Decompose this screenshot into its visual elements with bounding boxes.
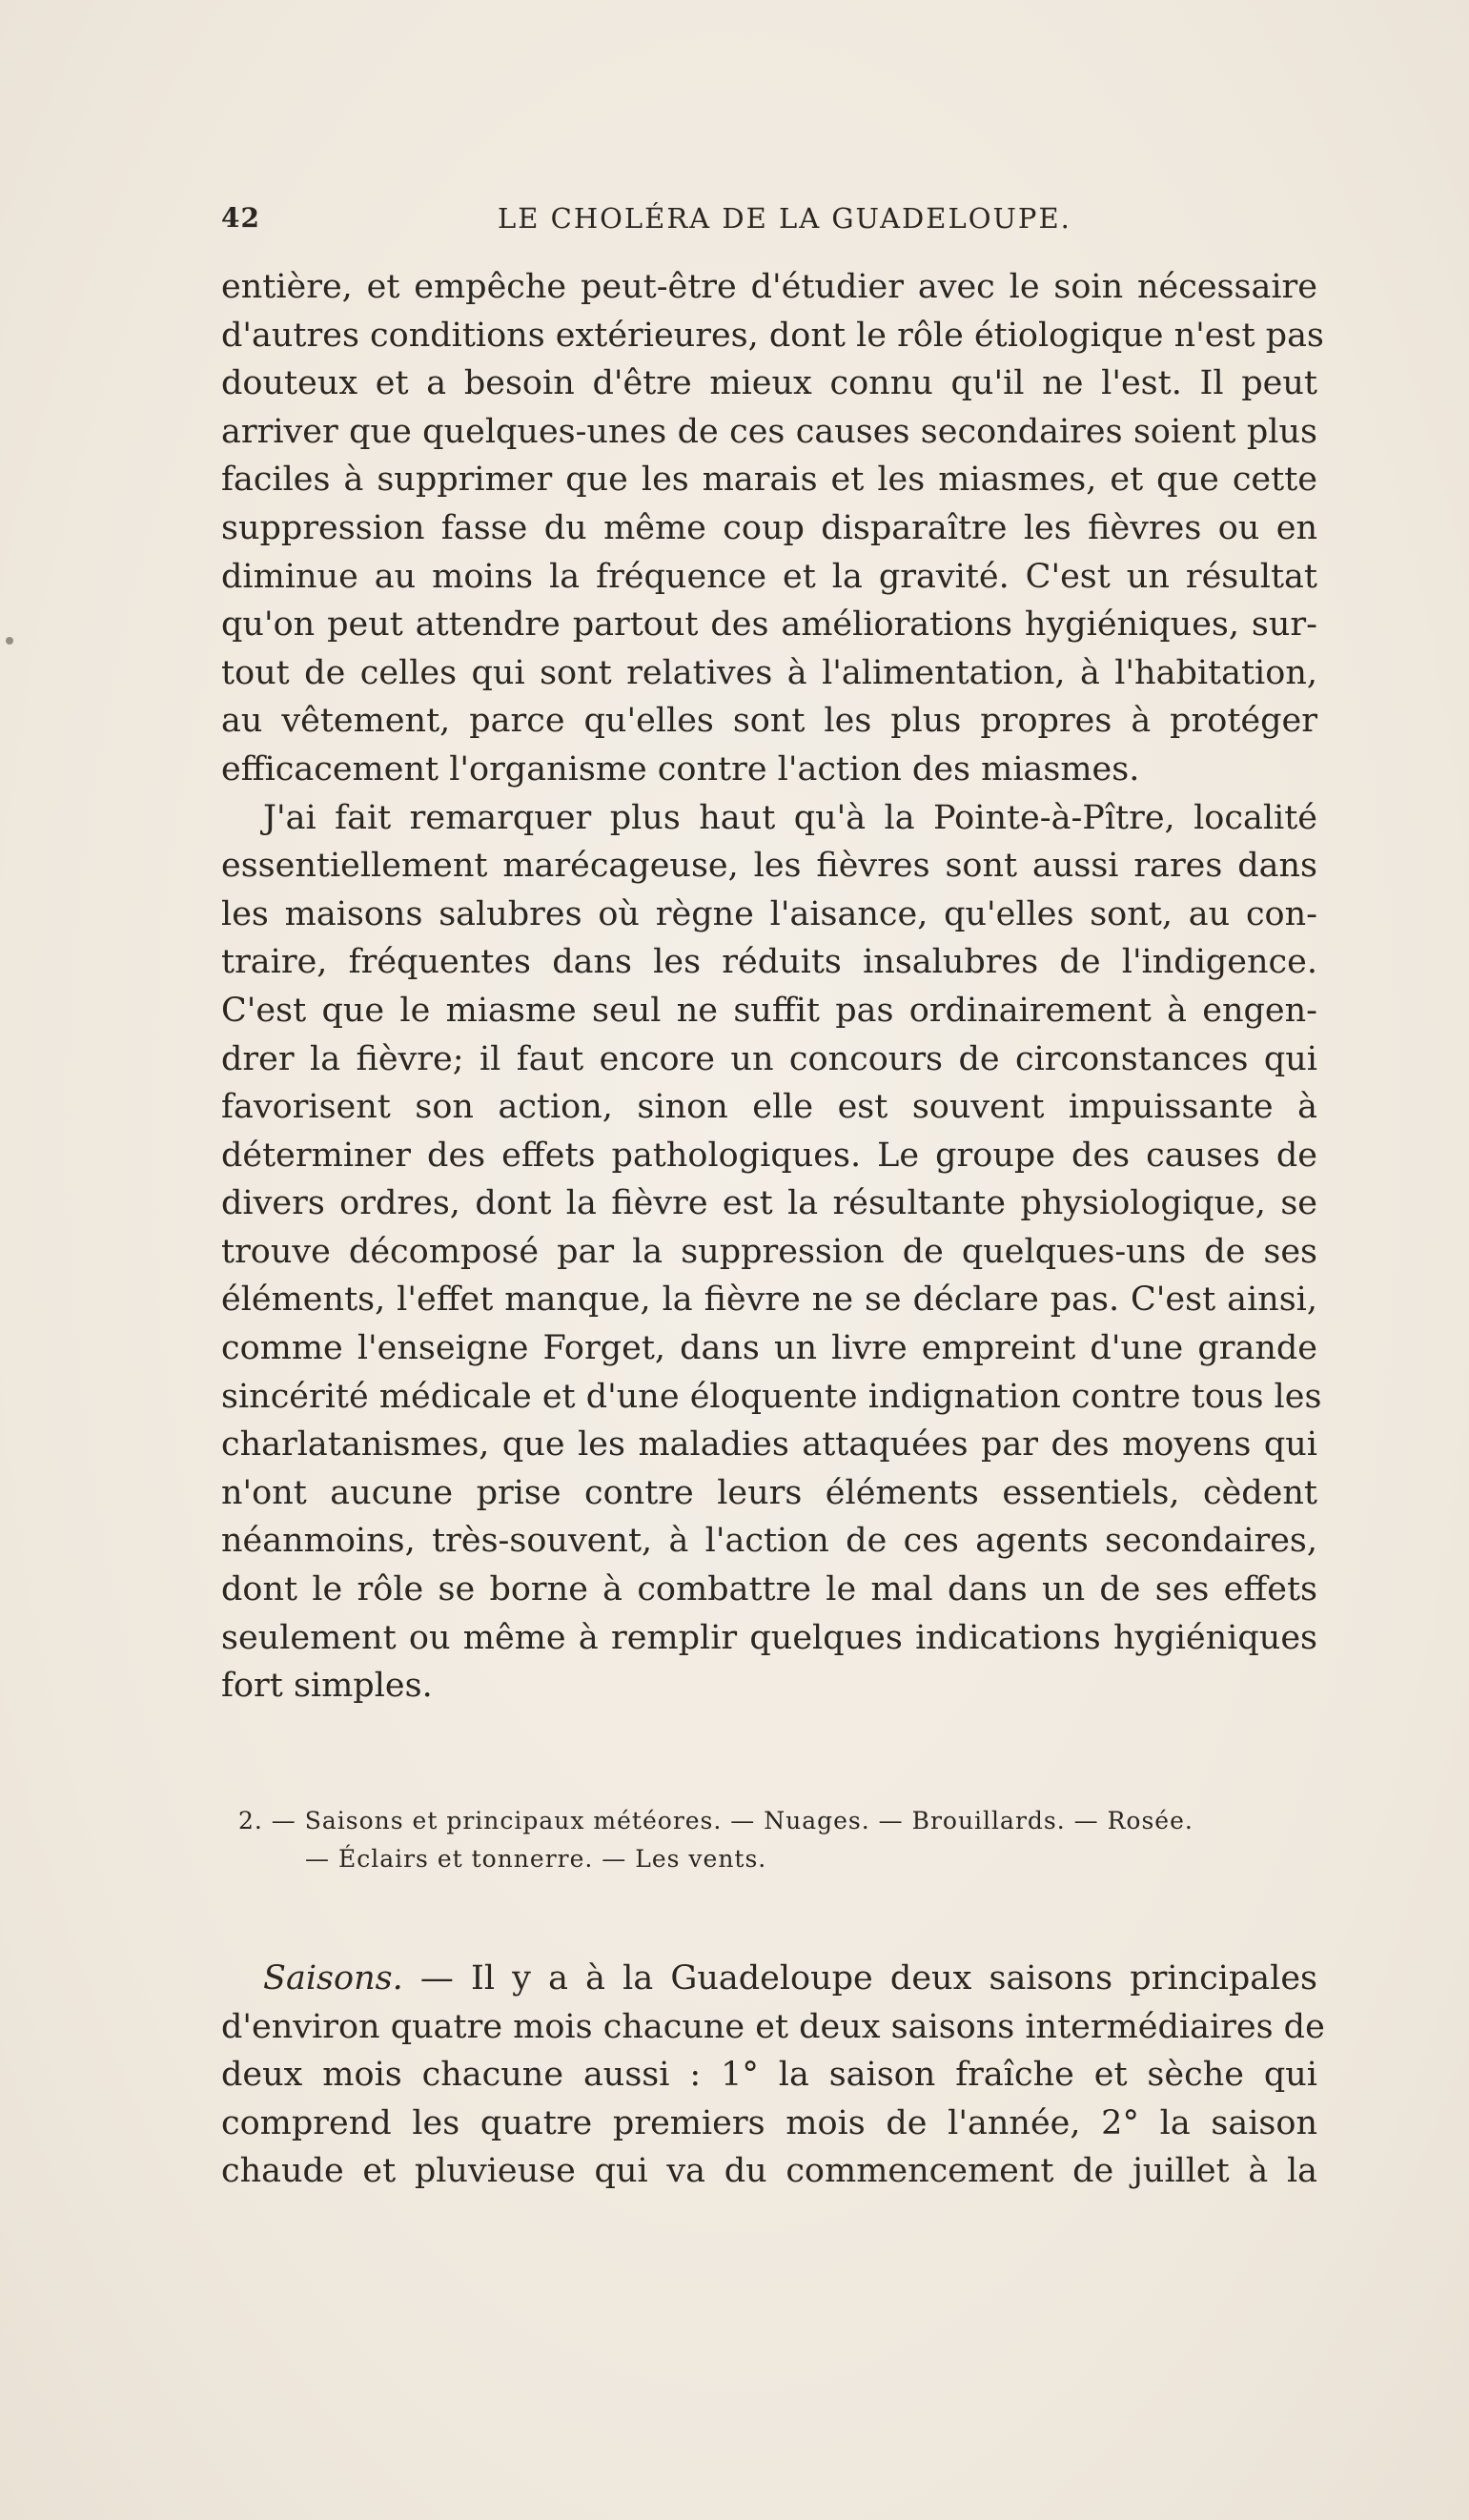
text-line: charlatanismes, que les maladies attaquées par des moyens qui <box>221 1425 1317 1465</box>
text-line: déterminer des effets pathologiques. Le groupe des causes de <box>221 1136 1317 1175</box>
text-line: diminue au moins la fréquence et la gravité. C'est un résultat <box>221 557 1317 596</box>
text-line: seulement ou même à remplir quelques indications hygiéniques <box>221 1618 1317 1657</box>
text-line: qu'on peut attendre partout des améliorations hygiéniques, sur- <box>221 605 1317 645</box>
text-line: divers ordres, dont la fièvre est la résultante physiologique, se <box>221 1184 1317 1223</box>
text-line: tout de celles qui sont relatives à l'alimentation, à l'habitation, <box>221 653 1317 692</box>
text-line: n'ont aucune prise contre leurs éléments essentiels, cèdent <box>221 1473 1317 1512</box>
section-lead: Saisons. <box>263 1959 403 1998</box>
section-heading <box>221 1802 1317 1878</box>
text-line: essentiellement marécageuse, les fièvres sont aussi rares dans <box>221 847 1317 886</box>
text-line: les maisons salubres où règne l'aisance, qu'elles sont, au con- <box>221 894 1317 933</box>
text-line: suppression fasse du même coup disparaître les fièvres ou en <box>221 508 1317 547</box>
text-line: néanmoins, très-souvent, à l'action de ces agents secondaires, <box>221 1522 1317 1561</box>
text-line: d'environ quatre mois chacune et deux saisons intermédiaires de <box>221 2007 1325 2046</box>
text-line: J'ai fait remarquer plus haut qu'à la Pointe-à-Pître, localité <box>263 798 1317 837</box>
text-line: traire, fréquentes dans les réduits insalubres de l'indigence. <box>221 943 1317 982</box>
text-line: favorisent son action, sinon elle est souvent impuissante à <box>221 1088 1317 1127</box>
text-line: C'est que le miasme seul ne suffit pas ordinairement à engen- <box>221 991 1317 1030</box>
text-line: trouve décomposé par la suppression de quelques-uns de ses <box>221 1232 1317 1271</box>
text-line <box>221 1955 1317 2003</box>
text-line: sincérité médicale et d'une éloquente indignation contre tous les <box>221 1377 1322 1416</box>
text-line: deux mois chacune aussi : 1° la saison fraîche et sèche qui <box>221 2056 1317 2095</box>
text-line: faciles à supprimer que les marais et les miasmes, et que cette <box>221 461 1317 500</box>
text-line: entière, et empêche peut-être d'étudier avec le soin nécessaire <box>221 268 1317 306</box>
section-heading-line: 2. — Saisons et principaux météores. — Nuages. — Brouillards. — Rosée. <box>238 1807 1194 1834</box>
running-head <box>221 202 1317 240</box>
body-text <box>221 263 1324 1711</box>
text-line: drer la fièvre; il faut encore un concours de circonstances qui <box>221 1039 1317 1078</box>
text-line: comme l'enseigne Forget, dans un livre empreint d'une grande <box>221 1329 1317 1368</box>
running-title: LE CHOLÉRA DE LA GUADELOUPE. <box>498 202 1071 235</box>
text-run: — Il y a à la Guadeloupe deux saisons principales <box>402 1959 1317 1998</box>
text-line: fort simples. <box>221 1667 433 1706</box>
text-line: comprend les quatre premiers mois de l'année, 2° la saison <box>221 2103 1317 2142</box>
body-text-saisons <box>221 1955 1325 2196</box>
text-line: d'autres conditions extérieures, dont le rôle étiologique n'est pas <box>221 316 1324 355</box>
section-heading-line: — Éclairs et tonnerre. — Les vents. <box>305 1845 767 1873</box>
text-line: au vêtement, parce qu'elles sont les plus propres à protéger <box>221 702 1317 741</box>
text-line: chaude et pluvieuse qui va du commencement de juillet à la <box>221 2152 1317 2191</box>
ink-speck <box>6 637 13 645</box>
text-line: arriver que quelques-unes de ces causes secondaires soient plus <box>221 412 1317 451</box>
text-line: efficacement l'organisme contre l'action des miasmes. <box>221 749 1140 789</box>
page-number: 42 <box>221 202 260 234</box>
text-line: douteux et a besoin d'être mieux connu qu'il ne l'est. Il peut <box>221 364 1317 403</box>
text-line: dont le rôle se borne à combattre le mal dans un de ses effets <box>221 1570 1317 1609</box>
text-line: éléments, l'effet manque, la fièvre ne se déclare pas. C'est ainsi, <box>221 1280 1317 1320</box>
